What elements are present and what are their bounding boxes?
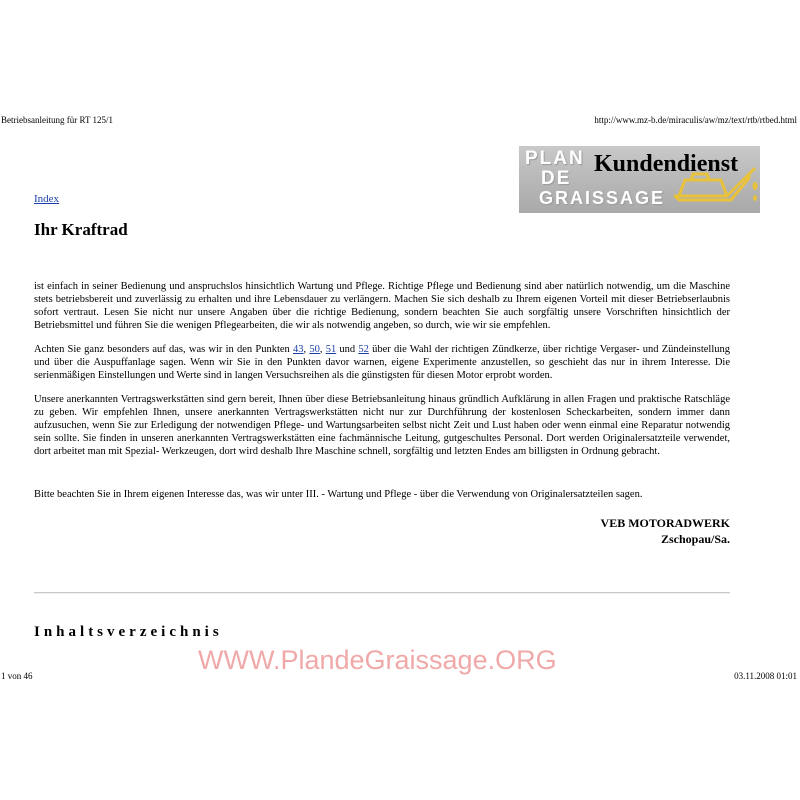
point-link-50[interactable]: 50 [309, 344, 320, 355]
point-link-52[interactable]: 52 [358, 344, 369, 355]
horizontal-rule [34, 592, 730, 594]
watermark: WWW.PlandeGraissage.ORG [198, 645, 557, 675]
signature [601, 515, 730, 547]
paragraph-points-end: über die Wahl der richtigen Zündkerze, über richtige Vergaser- und Zündeinstellung und über die Auspuffanlage sagen. Wenn wir Sie in den Punkten davor warnen, eigene Experimente anzustellen, so geschieht das nur in ihrem Interesse. Die serienmäßigen Einstellungen und Werte sind in langen Versuchsreihen als die günstigsten für diesen Motor erprobt worden. [34, 344, 731, 381]
link-separator: und [336, 344, 359, 355]
page-heading: Ihr Kraftrad [34, 220, 128, 239]
point-link-43[interactable]: 43 [293, 344, 304, 355]
print-header-url: http://www.mz-b.de/miraculis/aw/mz/text/rtb/rtbed.html [594, 115, 797, 125]
print-header-title: Betriebsanleitung für RT 125/1 [1, 115, 114, 125]
signature-location: Zschopau/Sa. [660, 532, 730, 546]
print-footer-datetime: 03.11.2008 01:01 [734, 671, 797, 681]
brand-word-graissage: GRAISSAGE [539, 188, 666, 208]
paragraph-points [34, 344, 730, 383]
kundendienst-title: Kundendienst [594, 151, 739, 177]
index-link[interactable]: Index [34, 193, 60, 205]
paragraph-workshops: Unsere anerkannten Vertragswerkstätten sind gern bereit, Ihnen über diese Betriebsanleitung hinaus gründlich Aufklärung in allen Fragen und praktische Ratschläge zu geben. Wir empfehlen Ihnen, unsere anerkannten Vertragswerkstätten nicht nur zur Durchführung der kostenlosen Scheckarbeiten, sondern immer dann aufzusuchen, wenn Sie zur Erledigung der notwendigen Pflege- und Wartungsarbeiten selbst nicht Zeit und Lust haben oder wenn einmal eine Reparatur notwendig sein sollte. Sie finden in unseren anerkannten Vertragswerkstätten eine fachmännische Leitung, gutgeschultes Personal. Dort werden Originalersatzteile verwendet, dort arbeitet man mit Spezial- Werkzeugen, dort wird deshalb Ihre Maschine schnell, sorgfältig und letzten Endes am billigsten in Ordnung gebracht. [34, 394, 730, 457]
brand-word-plan: PLAN [525, 148, 585, 169]
paragraph-intro: ist einfach in seiner Bedienung und anspruchslos hinsichtlich Wartung und Pflege. Richtige Pflege und Bedienung sind aber natürlich notwendig, um die Maschine stets betriebsbereit und zuverlässig zu erhalten und ihre Lebensdauer zu verlängern. Machen Sie sich deshalb zu Ihrem eigenen Vorteil mit dieser Betriebserlaubnis sofort vertraut. Lesen Sie nicht nur unsere Angaben über die richtige Bedienung, sondern beachten Sie auch sorgfältig unsere Vorschriften hinsichtlich der Betriebsmittel und führen Sie die wenigen Pflegearbeiten, die wir als notwendig angeben, so durch, wie wir sie empfehlen. [34, 281, 730, 331]
point-link-51[interactable]: 51 [325, 344, 337, 355]
link-separator: , [319, 344, 326, 355]
brand-word-de: DE [541, 168, 572, 189]
signature-company: VEB MOTORADWERK [600, 516, 730, 530]
paragraph-spare-parts: Bitte beachten Sie in Ihrem eigenen Interesse das, was wir unter III. - Wartung und Pflege - über die Verwendung von Originalersatzteilen sagen. [34, 489, 643, 500]
print-footer-page: 1 von 46 [1, 671, 33, 681]
paragraph-points-start: Achten Sie ganz besonders auf das, was wir in den Punkten [34, 344, 293, 355]
link-separator: , [303, 344, 310, 355]
toc-heading: Inhaltsverzeichnis [34, 624, 223, 640]
